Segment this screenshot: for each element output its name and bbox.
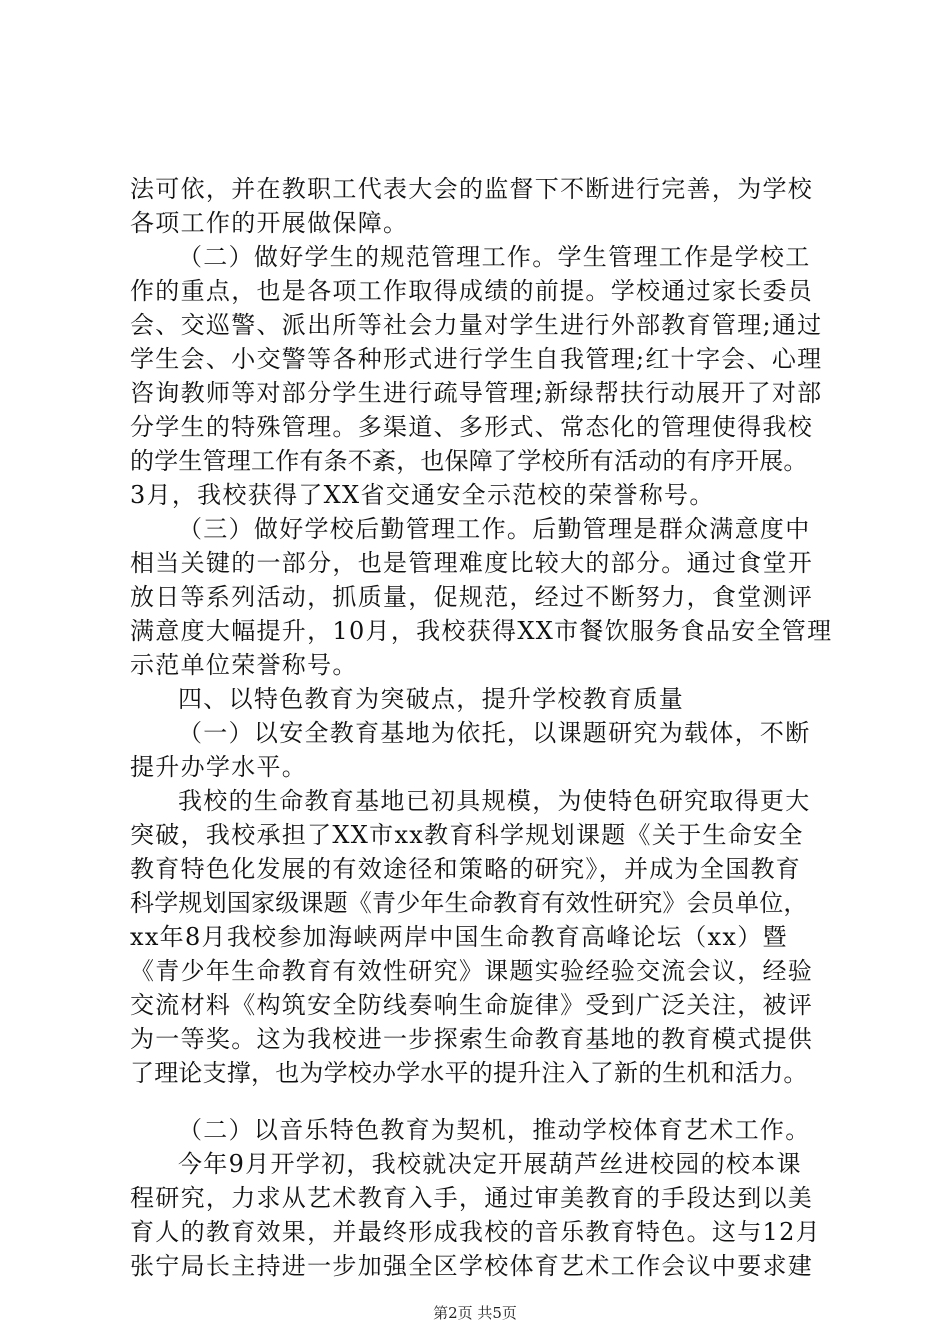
paragraph-line: 程研究，力求从艺术教育入手，通过审美教育的手段达到以美 (130, 1184, 814, 1212)
paragraph-line: 咨询教师等对部分学生进行疏导管理;新绿帮扶行动展开了对部 (130, 379, 823, 407)
paragraph-line: 学生会、小交警等各种形式进行学生自我管理;红十字会、心理 (130, 345, 823, 373)
paragraph-line: 了理论支撑，也为学校办学水平的提升注入了新的生机和活力。 (130, 1059, 808, 1087)
paragraph-line: 我校的生命教育基地已初具规模，为使特色研究取得更大 (178, 787, 811, 815)
paragraph-line: 作的重点，也是各项工作取得成绩的前提。学校通过家长委员 (130, 277, 814, 305)
paragraph-line: 会、交巡警、派出所等社会力量对学生进行外部教育管理;通过 (130, 311, 823, 339)
paragraph-line: 的学生管理工作有条不紊，也保障了学校所有活动的有序开展。 (130, 447, 808, 475)
paragraph-line: 交流材料《构筑安全防线奏响生命旋律》受到广泛关注，被评 (130, 991, 814, 1019)
paragraph-line: 相当关键的一部分，也是管理难度比较大的部分。通过食堂开 (130, 549, 814, 577)
section-heading-line: （三）做好学校后勤管理工作。后勤管理是群众满意度中 (178, 515, 811, 543)
paragraph-line: 法可依，并在教职工代表大会的监督下不断进行完善，为学校 (130, 175, 814, 203)
paragraph-line: xx年8月我校参加海峡两岸中国生命教育高峰论坛（xx）暨 (130, 923, 788, 951)
paragraph-line: 科学规划国家级课题《青少年生命教育有效性研究》会员单位， (130, 889, 808, 917)
section-heading-line: 四、以特色教育为突破点，提升学校教育质量 (178, 685, 684, 713)
section-heading-line: （二）做好学生的规范管理工作。学生管理工作是学校工 (178, 243, 811, 271)
paragraph-line: 各项工作的开展做保障。 (130, 209, 409, 237)
paragraph-line: 分学生的特殊管理。多渠道、多形式、常态化的管理使得我校 (130, 413, 814, 441)
paragraph-line: 放日等系列活动，抓质量，促规范，经过不断努力，食堂测评 (130, 583, 814, 611)
paragraph-line: 《青少年生命教育有效性研究》课题实验经验交流会议，经验 (130, 957, 814, 985)
paragraph-line: 提升办学水平。 (130, 753, 308, 781)
paragraph-line: 突破，我校承担了XX市xx教育科学规划课题《关于生命安全 (130, 821, 804, 849)
paragraph-line: 满意度大幅提升，10月，我校获得XX市餐饮服务食品安全管理 (130, 617, 833, 645)
paragraph-line: 示范单位荣誉称号。 (130, 651, 358, 679)
page-footer: 第2页 共5页 (433, 1304, 517, 1322)
paragraph-line: 张宁局长主持进一步加强全区学校体育艺术工作会议中要求建 (130, 1252, 814, 1280)
section-heading-line: （二）以音乐特色教育为契机，推动学校体育艺术工作。 (178, 1116, 811, 1144)
section-heading-line: （一）以安全教育基地为依托，以课题研究为载体，不断 (178, 719, 811, 747)
paragraph-line: 今年9月开学初，我校就决定开展葫芦丝进校园的校本课 (178, 1150, 802, 1178)
paragraph-line: 教育特色化发展的有效途径和策略的研究》，并成为全国教育 (130, 855, 802, 883)
paragraph-line: 育人的教育效果，并最终形成我校的音乐教育特色。这与12月 (130, 1218, 821, 1246)
paragraph-line: 为一等奖。这为我校进一步探索生命教育基地的教育模式提供 (130, 1025, 814, 1053)
paragraph-line: 3月，我校获得了XX省交通安全示范校的荣誉称号。 (130, 481, 715, 509)
